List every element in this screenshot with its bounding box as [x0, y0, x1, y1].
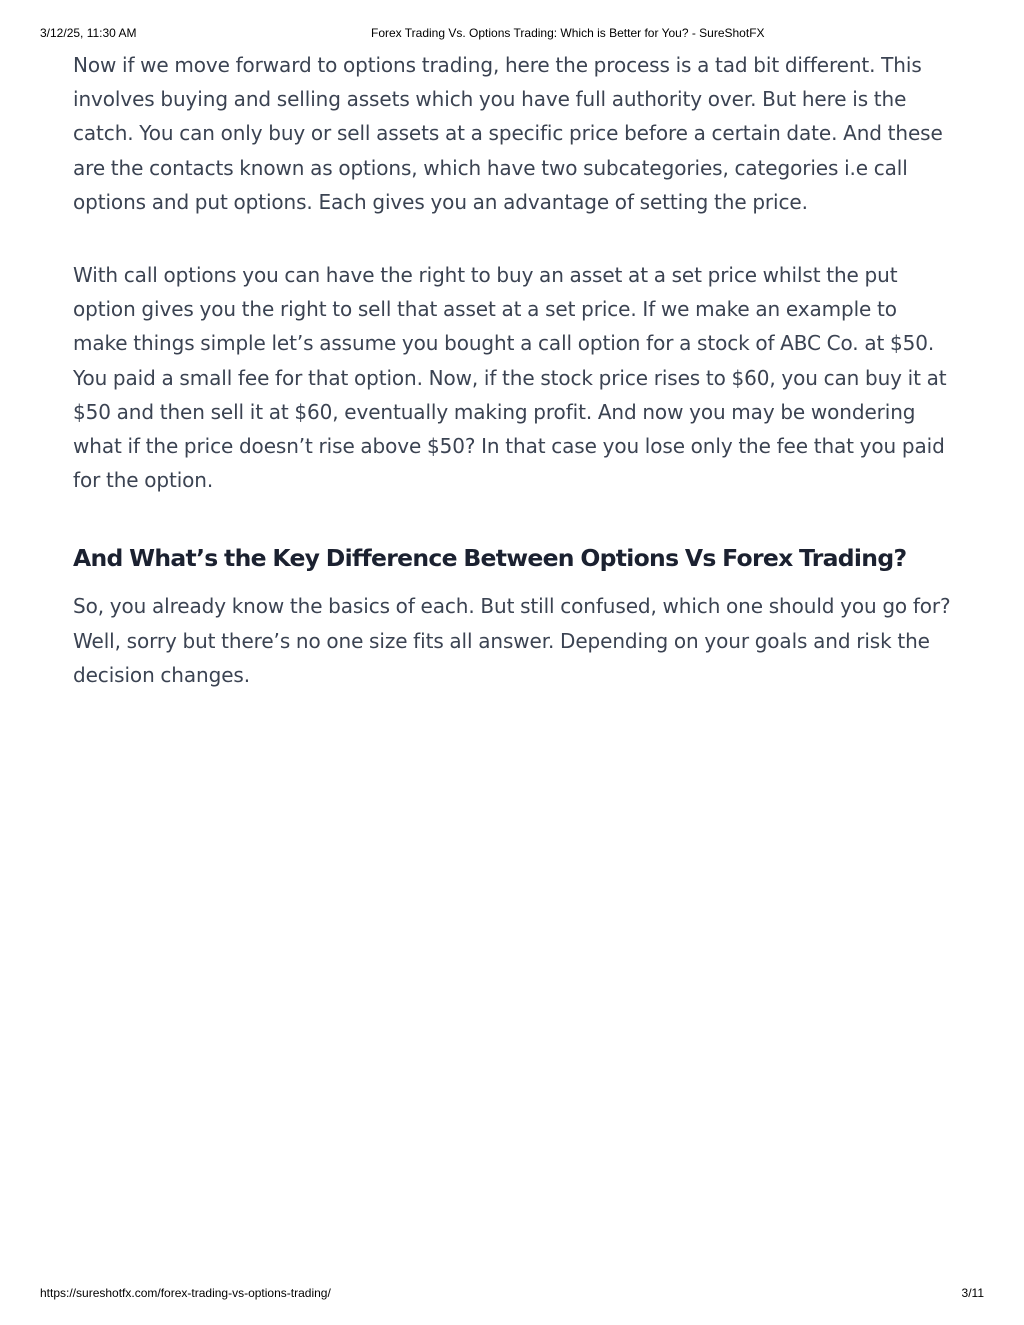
- section-heading-key-difference: And What’s the Key Difference Between Options Vs Forex Trading?: [73, 544, 907, 573]
- print-date: 3/12/25, 11:30 AM: [40, 26, 137, 40]
- paragraph-call-put-options: With call options you can have the right to buy an asset at a set price whilst the put option gives you the right to sell that asset at a set price. If we make an example to make things simple let’s assume you bought a call option for a stock of ABC Co. at $50. You paid a small fee for that option. Now, if the stock price rises to $60, you can buy it at $50 and then sell it at $60, eventually making profit. And now you may be wondering what if the price doesn’t rise above $50? In that case you lose only the fee that you paid for the option.: [73, 263, 947, 493]
- print-header: [40, 26, 984, 40]
- article-content: [73, 48, 953, 692]
- print-url: https://sureshotfx.com/forex-trading-vs-options-trading/: [40, 1286, 331, 1300]
- paragraph-key-difference: So, you already know the basics of each. But still confused, which one should you go for? Well, sorry but there’s no one size fits all answer. Depending on your goals and risk the decision changes.: [73, 594, 951, 687]
- print-page-title: Forex Trading Vs. Options Trading: Which is Better for You? - SureShotFX: [371, 26, 765, 40]
- print-footer: [40, 1286, 984, 1300]
- paragraph-options-trading: Now if we move forward to options trading, here the process is a tad bit different. This involves buying and selling assets which you have full authority over. But here is the catch. You can only buy or sell assets at a specific price before a certain date. And these are the contacts known as options, which have two subcategories, categories i.e call options and put options. Each gives you an advantage of setting the price.: [73, 53, 943, 214]
- print-page-number: 3/11: [961, 1286, 984, 1300]
